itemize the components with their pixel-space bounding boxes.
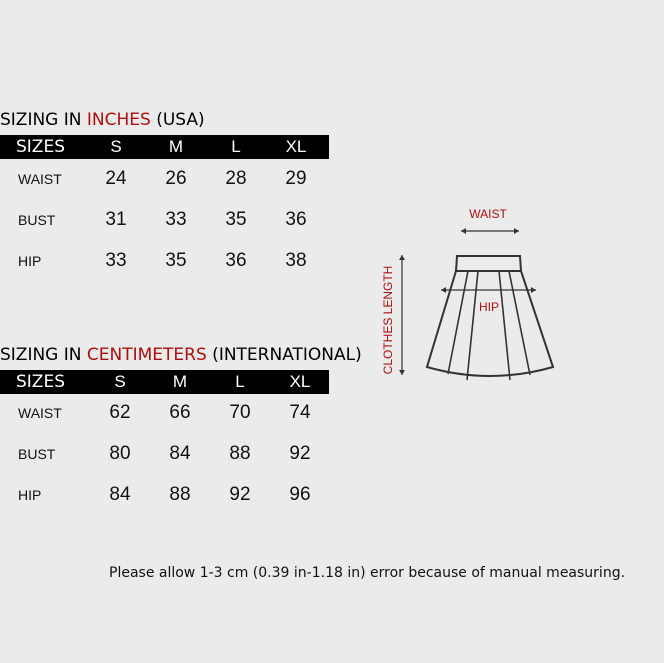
skirt-pleat — [467, 271, 478, 380]
cell-value: 74 — [289, 402, 311, 423]
cell-value: 28 — [225, 168, 247, 189]
cell-value: 36 — [285, 209, 307, 230]
centimeters-title — [0, 345, 362, 365]
cell-value: 31 — [105, 209, 127, 230]
skirt-waistband — [456, 256, 521, 271]
row-label: BUST — [18, 446, 56, 462]
cell-value: 33 — [105, 250, 127, 271]
header-sizes: SIZES — [16, 137, 65, 157]
cell-value: 96 — [289, 484, 311, 505]
cell-value: 92 — [229, 484, 251, 505]
inches-title — [0, 110, 205, 130]
cell-value: 80 — [109, 443, 131, 464]
hip-label: HIP — [478, 300, 500, 314]
cell-value: 84 — [169, 443, 191, 464]
cell-value: 38 — [285, 250, 307, 271]
cell-value: 35 — [165, 250, 187, 271]
table-row — [0, 244, 329, 285]
centimeters-header-row — [0, 370, 329, 394]
header-size-s: S — [110, 137, 122, 156]
cell-value: 88 — [169, 484, 191, 505]
centimeters-table — [0, 370, 329, 519]
measurement-note: Please allow 1-3 cm (0.39 in-1.18 in) error because of manual measuring. — [109, 565, 626, 581]
inches-title-suffix: (USA) — [150, 110, 205, 130]
header-size-xl: XL — [285, 137, 307, 156]
row-label: HIP — [18, 253, 42, 269]
header-size-l: L — [235, 372, 245, 391]
table-row — [0, 162, 329, 203]
centimeters-title-unit: CENTIMETERS — [86, 345, 207, 365]
table-row — [0, 203, 329, 244]
header-size-m: M — [172, 372, 188, 391]
header-size-l: L — [231, 137, 241, 156]
header-size-m: M — [168, 137, 184, 156]
table-row — [0, 437, 329, 478]
cell-value: 88 — [229, 443, 251, 464]
row-label: WAIST — [18, 405, 62, 421]
inches-header-row — [0, 135, 329, 159]
cell-value: 29 — [285, 168, 307, 189]
header-size-s: S — [114, 372, 126, 391]
waist-label: WAIST — [469, 207, 507, 221]
cell-value: 92 — [289, 443, 311, 464]
skirt-body — [427, 271, 553, 376]
cell-value: 70 — [229, 402, 251, 423]
row-label: BUST — [18, 212, 56, 228]
cell-value: 84 — [109, 484, 131, 505]
cell-value: 24 — [105, 168, 127, 189]
cell-value: 26 — [165, 168, 187, 189]
inches-title-prefix: SIZING IN — [0, 110, 87, 130]
cell-value: 66 — [169, 402, 191, 423]
header-size-xl: XL — [289, 372, 311, 391]
row-label: WAIST — [18, 171, 62, 187]
length-label: CLOTHES LENGTH — [381, 265, 395, 375]
header-sizes: SIZES — [16, 372, 65, 392]
cell-value: 35 — [225, 209, 247, 230]
table-row — [0, 478, 329, 519]
skirt-pleat — [499, 271, 510, 380]
centimeters-title-prefix: SIZING IN — [0, 345, 87, 365]
cell-value: 33 — [165, 209, 187, 230]
table-row — [0, 396, 329, 437]
cell-value: 62 — [109, 402, 131, 423]
cell-value: 36 — [225, 250, 247, 271]
inches-table — [0, 135, 329, 285]
centimeters-title-suffix: (INTERNATIONAL) — [206, 345, 362, 365]
skirt-diagram — [370, 195, 570, 395]
row-label: HIP — [18, 487, 42, 503]
inches-title-unit: INCHES — [86, 110, 151, 130]
